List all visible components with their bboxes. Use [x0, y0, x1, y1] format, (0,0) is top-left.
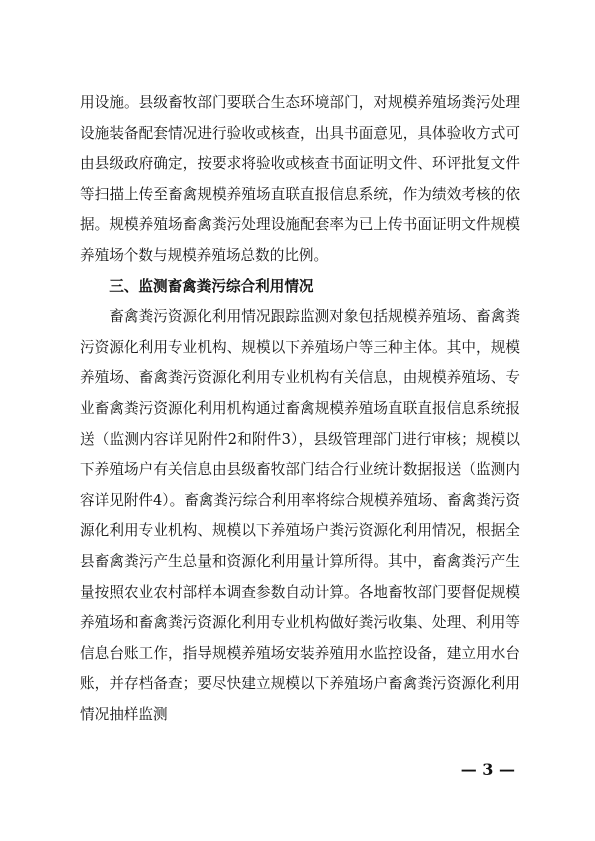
paragraph-monitoring: 畜禽粪污资源化利用情况跟踪监测对象包括规模养殖场、畜禽粪污资源化利用专业机构、规模以下养殖场户等三种主体。其中，规模养殖场、畜禽粪污资源化利用专业机构有关信息，由规模养殖场、专业畜禽粪污资源化利用机构通过畜禽规模养殖场直联直报信息系统报送（监测内容详见附件2和附件3），县级管理部门进行审核；规模以下养殖场户有关信息由县级畜牧部门结合行业统计数据报送（监测内容详见附件4）。畜禽粪污综合利用率将综合规模养殖场、畜禽粪污资源化利用专业机构、规模以下养殖场户粪污资源化利用情况，根据全县畜禽粪污产生总量和资源化利用量计算所得。其中，畜禽粪污产生量按照农业农村部样本调查参数自动计算。各地畜牧部门要督促规模养殖场和畜禽粪污资源化利用专业机构做好粪污收集、处理、利用等信息台账工作，指导规模养殖场安装养殖用水监控设备，建立用水台账，并存档备查；要尽快建立规模以下养殖场户畜禽粪污资源化利用情况抽样监测 — [80, 308, 520, 723]
paragraph-intro: 用设施。县级畜牧部门要联合生态环境部门，对规模养殖场粪污处理设施装备配套情况进行验收或核查，出具书面意见，具体验收方式可由县级政府确定，按要求将验收或核查书面证明文件、环评批复文件等扫描上传至畜禽规模养殖场直联直报信息系统，作为绩效考核的依据。规模养殖场畜禽粪污处理设施配套率为已上传书面证明文件规模养殖场个数与规模养殖场总数的比例。 — [80, 94, 520, 264]
document-body — [80, 88, 520, 730]
page-number: — 3 — — [460, 760, 515, 779]
section-heading: 三、监测畜禽粪污综合利用情况 — [109, 277, 314, 295]
